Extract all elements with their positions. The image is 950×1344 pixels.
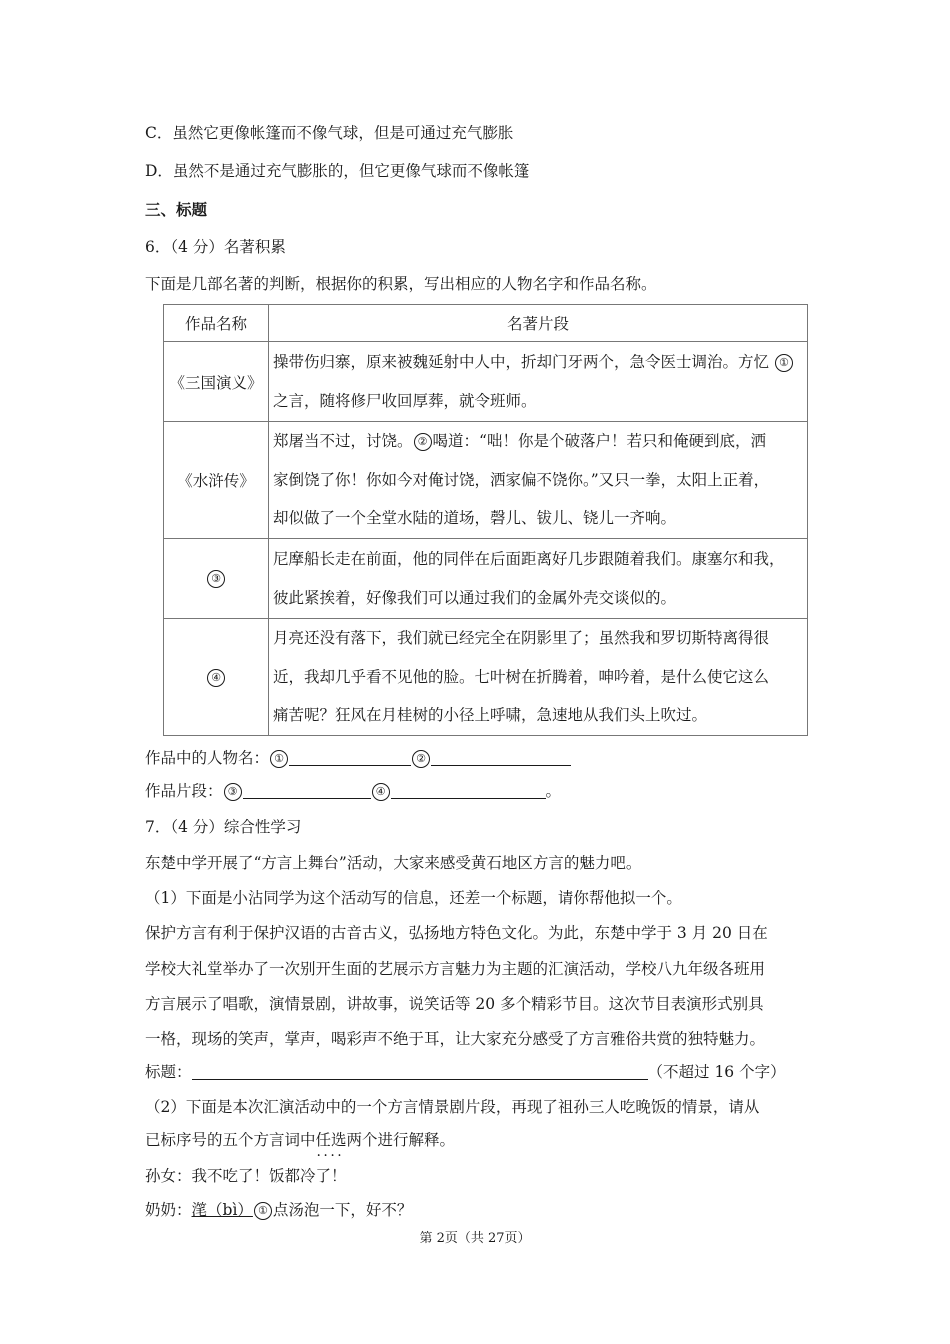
table-row bbox=[164, 539, 808, 619]
table-row bbox=[164, 422, 808, 539]
table-header-row bbox=[164, 305, 808, 342]
passage-line: 一格，现场的笑声，掌声，喝彩声不绝于耳，让大家充分感受了方言雅俗共赏的独特魅力。 bbox=[145, 1030, 766, 1048]
table-header-cell: 作品名称 bbox=[164, 305, 269, 342]
q7-title: 7．（4 分）综合性学习 bbox=[145, 818, 302, 836]
blank-marker: ② bbox=[414, 433, 432, 451]
table-row bbox=[164, 619, 808, 736]
passage-line: 保护方言有利于保护汉语的古音古义，弘扬地方特色文化。为此，东楚中学于 3 月 20 日在 bbox=[145, 924, 768, 942]
work-name: 《三国演义》 bbox=[164, 342, 269, 422]
title-answer-blank[interactable] bbox=[192, 1063, 648, 1080]
work-fragment: 月亮还没有落下，我们就已经完全在阴影里了；虽然我和罗切斯特离得很 近，我却几乎看不见他的脸。七叶树在折腾着，呻吟着，是什么使它这么 痛苦呢？狂风在月桂树的小径上呼啸，急速地从我们头上吹过。 bbox=[269, 619, 808, 736]
answer-people: 作品中的人物名： ① ② bbox=[145, 747, 571, 769]
passage-line: 方言展示了唱歌，演情景剧，讲故事，说笑话等 20 多个精彩节目。这次节目表演形式别具 bbox=[145, 995, 764, 1013]
work-name: ④ bbox=[164, 619, 269, 736]
page-footer: 第 2页（共 27页） bbox=[419, 1231, 531, 1246]
answer-blank[interactable] bbox=[391, 782, 546, 799]
dialogue-line: 孙女：我不吃了！饭都冷了！ bbox=[145, 1167, 347, 1185]
work-name: 《水浒传》 bbox=[164, 422, 269, 539]
work-fragment: 郑屠当不过，讨饶。 ② 喝道：“咄！你是个破落户！若只和俺硬到底，洒 家倒饶了你！你如今对俺讨饶，洒家偏不饶你。”又只一拳，太阳上正着， 却似做了一个全堂水陆的道场，磬儿、钹儿、铙儿一齐响。 bbox=[269, 422, 808, 539]
q7-part2-line2: 已标序号的五个方言词中任选两个 · · 进行解释。 bbox=[145, 1129, 455, 1151]
passage-line: 学校大礼堂举办了一次别开生面的艺展示方言魅力为主题的汇演活动，学校八九年级各班用 bbox=[145, 960, 766, 978]
work-fragment: 尼摩船长走在前面，他的同伴在后面距离好几步跟随着我们。康塞尔和我， 彼此紧挨着，好像我们可以通过我们的金属外壳交谈似的。 bbox=[269, 539, 808, 619]
q6-title: 6．（4 分）名著积累 bbox=[145, 238, 286, 256]
q7-part1: （1）下面是小沾同学为这个活动写的信息，还差一个标题，请你帮他拟一个。 bbox=[145, 889, 682, 907]
option-c: C．虽然它更像帐篷而不像气球，但是可通过充气膨胀 bbox=[145, 124, 514, 142]
q6-instruction: 下面是几部名著的判断，根据你的积累，写出相应的人物名字和作品名称。 bbox=[145, 275, 657, 293]
work-name: ③ bbox=[164, 539, 269, 619]
answer-blank[interactable] bbox=[289, 749, 411, 766]
title-answer-line: 标题： （不超过 16 个字） bbox=[145, 1063, 786, 1081]
q7-part2-line1: （2）下面是本次汇演活动中的一个方言情景剧片段，再现了祖孙三人吃晚饭的情景，请从 bbox=[145, 1098, 760, 1116]
option-d: D．虽然不是通过充气膨胀的，但它更像气球而不像帐篷 bbox=[145, 162, 530, 180]
table-row bbox=[164, 342, 808, 422]
answer-blank[interactable] bbox=[243, 782, 371, 799]
answer-works: 作品片段： ③ ④ 。 bbox=[145, 782, 562, 800]
works-table bbox=[163, 304, 808, 736]
blank-marker: ① bbox=[775, 354, 793, 372]
dialogue-line: 奶奶：滗（bì） ① 点汤泡一下，好不？ bbox=[145, 1201, 413, 1219]
dialect-word: 滗（bì） ① bbox=[192, 1201, 273, 1219]
table-header-cell: 名著片段 bbox=[269, 305, 808, 342]
q7-intro: 东楚中学开展了“方言上舞台”活动，大家来感受黄石地区方言的魅力吧。 bbox=[145, 854, 642, 872]
section-title: 三、标题 bbox=[145, 200, 208, 219]
emphasis-text: 任选两个 · · bbox=[316, 1131, 378, 1149]
work-fragment: 操带伤归寨，原来被魏延射中人中，折却门牙两个，急令医士调治。方忆 ① 之言，随将修尸收回厚葬，就令班师。 bbox=[269, 342, 808, 422]
answer-blank[interactable] bbox=[431, 749, 571, 766]
